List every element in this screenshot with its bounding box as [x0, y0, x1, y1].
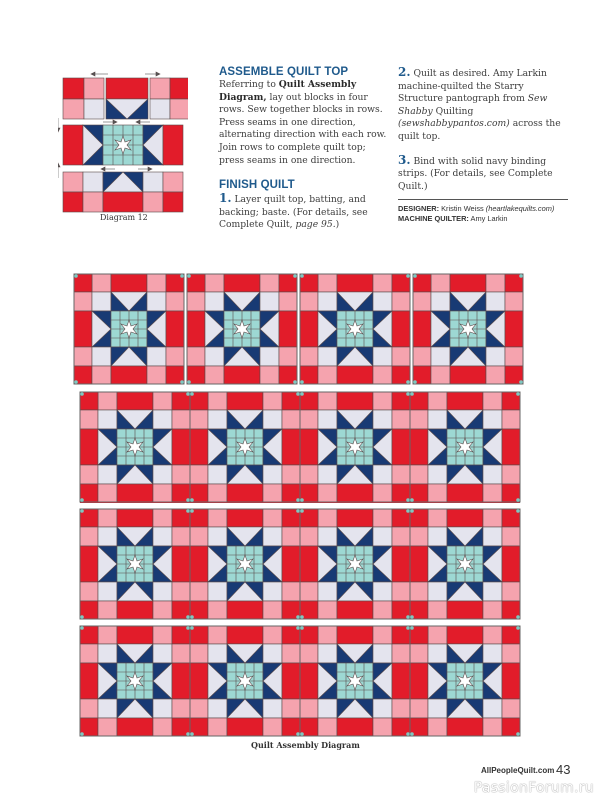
finish-continued [398, 66, 568, 224]
finish-step-2: 2. Quilt as desired. Amy Larkin machine-quilted the Starry Structure pantograph from Sew Shabby Quilting (sewshabbypantos.com) across the quilt top. [398, 65, 561, 142]
finish-step-3: 3. Bind with solid navy binding strips. (For details, see Complete Quilt.) [398, 152, 553, 192]
assemble-text: Referring to Quilt Assembly Diagram, lay out blocks in four rows. Sew together blocks in rows. Press seams in one direction, alternating direction with each row. Join rows to complete quilt top; press seams in one direction. [219, 79, 387, 166]
assemble-section [219, 66, 387, 232]
block [74, 274, 184, 384]
finish-heading: FINISH QUILT [219, 179, 295, 192]
diagram-12-caption: Diagram 12 [100, 213, 148, 222]
quilt-assembly-diagram [70, 272, 540, 742]
assemble-heading: ASSEMBLE QUILT TOP [219, 66, 349, 78]
footer-site: AllPeopleQuilt.com [481, 766, 555, 775]
diagram-12 [58, 70, 188, 215]
page-number: 43 [556, 762, 571, 777]
watermark: PassionForum.ru [473, 780, 594, 796]
credits: DESIGNER: Kristin Weiss (heartlakequilts.com) MACHINE QUILTER: Amy Larkin [398, 199, 568, 224]
assembly-caption: Quilt Assembly Diagram [251, 740, 360, 750]
finish-step-1: 1. Layer quilt top, batting, and backing; baste. (For details, see Complete Quilt, page 95.) [219, 191, 368, 231]
